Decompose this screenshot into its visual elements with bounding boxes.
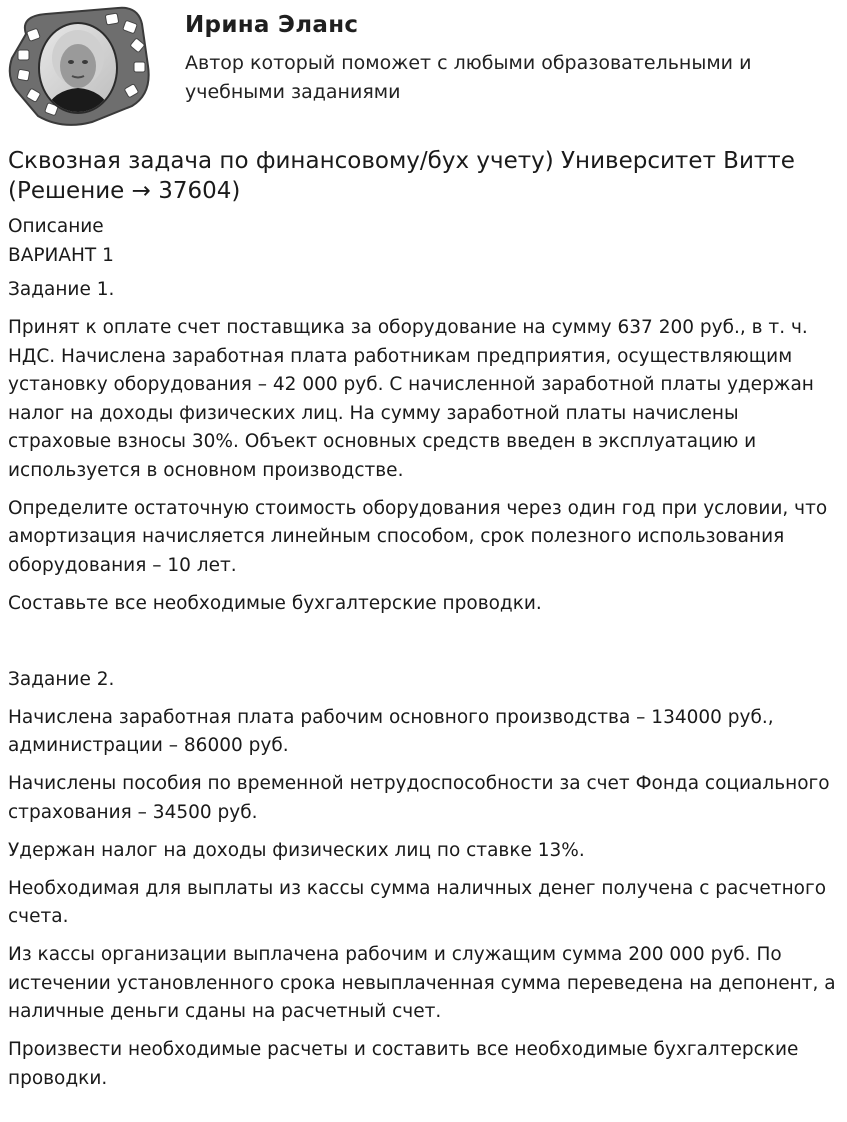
author-description: Автор который поможет с любыми образовательными и учебными заданиями bbox=[185, 52, 752, 103]
section-spacer bbox=[8, 628, 842, 666]
task1-paragraph: Принят к оплате счет поставщика за оборудование на сумму 637 200 руб., в т. ч. НДС. Начислена заработная плата работникам предприятия, осуществляющим установку оборудования – 42 000 руб. С начисленной заработной платы удержан налог на доходы физических лиц. На сумму заработной платы начислены страховые взносы 30%. Объект основных средств введен в эксплуатацию и используется в основном производстве. bbox=[8, 317, 814, 481]
task2-paragraph: Начислены пособия по временной нетрудоспособности за счет Фонда социального страхования – 34500 руб. bbox=[8, 773, 830, 823]
author-header bbox=[0, 0, 847, 130]
task2-paragraph: Произвести необходимые расчеты и составить все необходимые бухгалтерские проводки. bbox=[8, 1039, 799, 1089]
document-content bbox=[8, 146, 842, 1103]
film-frame-avatar-image bbox=[6, 6, 152, 126]
task2-paragraph: Удержан налог на доходы физических лиц по ставке 13%. bbox=[8, 839, 585, 861]
description-label: Описание bbox=[8, 216, 104, 237]
task2-paragraph: Из кассы организации выплачена рабочим и служащим сумма 200 000 руб. По истечении установленного срока невыплаченная сумма переведена на депонент, а наличные деньги сданы на расчетный счет. bbox=[8, 944, 836, 1022]
author-name[interactable]: Ирина Эланс bbox=[185, 12, 359, 38]
task1-paragraph: Составьте все необходимые бухгалтерские проводки. bbox=[8, 592, 542, 614]
task2-paragraph: Начислена заработная плата рабочим основного производства – 134000 руб., администрации – 86000 руб. bbox=[8, 706, 774, 756]
variant-label: ВАРИАНТ 1 bbox=[8, 244, 114, 266]
task1-heading: Задание 1. bbox=[8, 279, 115, 300]
task2-paragraph: Необходимая для выплаты из кассы сумма наличных денег получена с расчетного счета. bbox=[8, 877, 827, 927]
author-avatar bbox=[6, 6, 152, 126]
document-title: Сквозная задача по финансовому/бух учету) Университет Витте (Решение → 37604) bbox=[8, 148, 795, 204]
task2-heading: Задание 2. bbox=[8, 668, 115, 690]
task1-paragraph: Определите остаточную стоимость оборудования через один год при условии, что амортизация начисляется линейным способом, срок полезного использования оборудования – 10 лет. bbox=[8, 497, 828, 576]
